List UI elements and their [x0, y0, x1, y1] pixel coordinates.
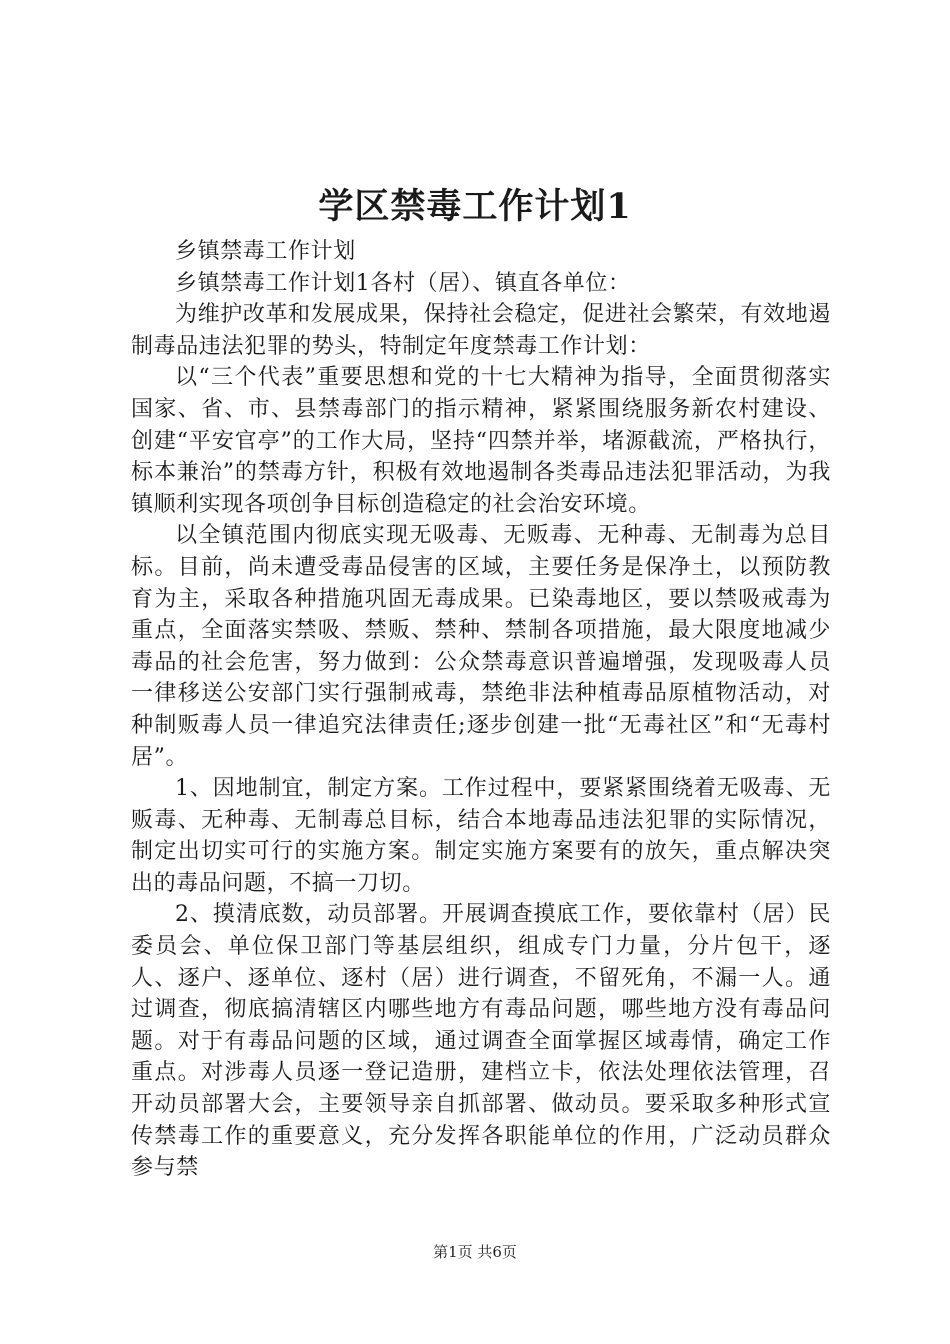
paragraph: 以“三个代表”重要思想和党的十七大精神为指导，全面贯彻落实国家、省、市、县禁毒部门的指示精神，紧紧围绕服务新农村建设、创建“平安官亭”的工作大局，坚持“四禁并举，堵源截流，严格执行，标本兼治”的禁毒方针，积极有效地遏制各类毒品违法犯罪活动，为我镇顺利实现各项创争目标创造稳定的社会治安环境。	[131, 365, 831, 517]
paragraph: 为维护改革和发展成果，保持社会稳定，促进社会繁荣，有效地遏制毒品违法犯罪的势头，特制定年度禁毒工作计划：	[131, 302, 831, 359]
paragraph: 乡镇禁毒工作计划1各村（居）、镇直各单位：	[175, 270, 631, 296]
document-body	[131, 236, 831, 1184]
paragraph: 2、摸清底数，动员部署。开展调查摸底工作，要依靠村（居）民委员会、单位保卫部门等基层组织，组成专门力量，分片包干，逐人、逐户、逐单位、逐村（居）进行调查，不留死角，不漏一人。通过调查，彻底搞清辖区内哪些地方有毒品问题，哪些地方没有毒品问题。对于有毒品问题的区域，通过调查全面掌握区域毒情，确定工作重点。对涉毒人员逐一登记造册，建档立卡，依法处理依法管理，召开动员部署大会，主要领导亲自抓部署、做动员。要采取多种形式宣传禁毒工作的重要意义，充分发挥各职能单位的作用，广泛动员群众参与禁	[131, 902, 831, 1181]
document-title: 学区禁毒工作计划1	[318, 186, 632, 227]
paragraph: 乡镇禁毒工作计划	[175, 239, 356, 264]
paragraph: 以全镇范围内彻底实现无吸毒、无贩毒、无种毒、无制毒为总目标。目前，尚未遭受毒品侵害的区域，主要任务是保净土，以预防教育为主，采取各种措施巩固无毒成果。已染毒地区，要以禁吸戒毒为重点，全面落实禁吸、禁贩、禁种、禁制各项措施，最大限度地减少毒品的社会危害，努力做到：公众禁毒意识普遍增强，发现吸毒人员一律移送公安部门实行强制戒毒，禁绝非法种植毒品原植物活动，对种制贩毒人员一律追究法律责任;逐步创建一批“无毒社区”和“无毒村居”。	[131, 523, 831, 770]
paragraph: 1、因地制宜，制定方案。工作过程中，要紧紧围绕着无吸毒、无贩毒、无种毒、无制毒总目标，结合本地毒品违法犯罪的实际情况，制定出切实可行的实施方案。制定实施方案要有的放矢，重点解决突出的毒品问题，不搞一刀切。	[131, 776, 831, 896]
page-number-footer: 第1页 共6页	[433, 1243, 517, 1261]
